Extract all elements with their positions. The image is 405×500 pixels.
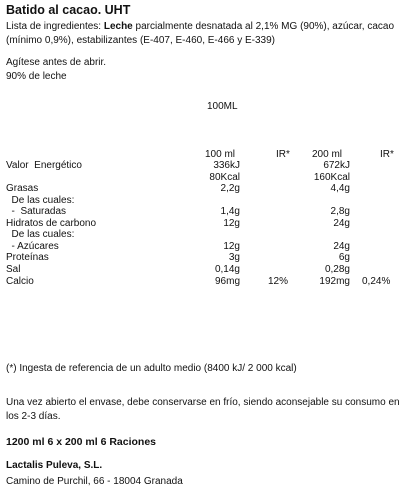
ingredients-list <box>6 20 400 47</box>
value-per-100ml: 12g <box>223 217 240 229</box>
nutrient-label: - Azúcares <box>6 240 59 252</box>
nutrient-label: Hidratos de carbono <box>6 217 97 229</box>
value-per-100ml: 1,4g <box>220 206 240 218</box>
nutrient-label: Sal <box>6 263 21 275</box>
ir-per-200ml: 0,24% <box>362 275 391 287</box>
company-address: Camino de Purchil, 66 - 18004 Granada <box>6 476 183 487</box>
product-title: Batido al cacao. UHT <box>6 3 131 17</box>
company-name: Lactalis Puleva, S.L. <box>6 460 103 471</box>
column-header-200ml: 200 ml <box>312 149 343 160</box>
nutrient-label: Calcio <box>6 275 34 287</box>
nutrient-label: - Saturadas <box>6 206 67 218</box>
nutrient-label: Grasas <box>6 183 39 195</box>
value-per-200ml: 24g <box>333 217 350 229</box>
value-per-200ml: 672kJ <box>323 160 350 171</box>
value-per-200ml: 4,4g <box>330 183 350 195</box>
package-info: 1200 ml 6 x 200 ml 6 Raciones <box>6 436 157 448</box>
value-per-100ml: 0,14g <box>214 263 240 275</box>
ingredients-highlight: Leche <box>103 21 133 32</box>
value-per-200ml: 2,8g <box>330 206 350 218</box>
value-per-100ml: 336kJ <box>213 160 240 171</box>
ir-per-100ml: 12% <box>268 275 289 287</box>
nutrient-label: De las cuales: <box>6 229 75 241</box>
value-per-200ml: 0,28g <box>324 263 350 275</box>
column-header-ir-2: IR* <box>380 149 394 160</box>
value-per-200ml: 6g <box>338 252 350 264</box>
table-caption: 100ML <box>207 101 238 112</box>
value-per-100ml: 3g <box>228 252 240 264</box>
value-per-200ml: 24g <box>333 240 350 252</box>
value-per-100ml: 80Kcal <box>209 171 240 183</box>
shake-note: Agítese antes de abrir. <box>6 57 107 68</box>
value-per-100ml: 12g <box>223 240 240 252</box>
column-header-ir-1: IR* <box>276 149 290 160</box>
reference-intake-footnote: (*) Ingesta de referencia de un adulto medio (8400 kJ/ 2 000 kcal) <box>6 363 297 374</box>
value-per-200ml: 160Kcal <box>313 171 350 183</box>
nutrient-label: Valor Energético <box>6 160 82 171</box>
milk-percentage: 90% de leche <box>6 71 67 82</box>
value-per-200ml: 192mg <box>319 275 350 287</box>
value-per-100ml: 96mg <box>214 275 240 287</box>
nutrient-label: De las cuales: <box>6 194 75 206</box>
value-per-100ml: 2,2g <box>220 183 240 195</box>
column-header-100ml: 100 ml <box>205 149 236 160</box>
storage-instructions: Una vez abierto el envase, debe conservarse en frío, siendo aconsejable su consumo en los 2-3 días. <box>6 397 400 422</box>
ingredients-prefix: Lista de ingredientes: <box>6 21 104 32</box>
ingredients-rest: parcialmente desnatada al 2,1% MG (90%), azúcar, cacao (mínimo 0,9%), estabilizantes (E-407, E-460, E-466 y E-339) <box>6 21 394 46</box>
nutrient-label: Proteínas <box>6 252 49 264</box>
